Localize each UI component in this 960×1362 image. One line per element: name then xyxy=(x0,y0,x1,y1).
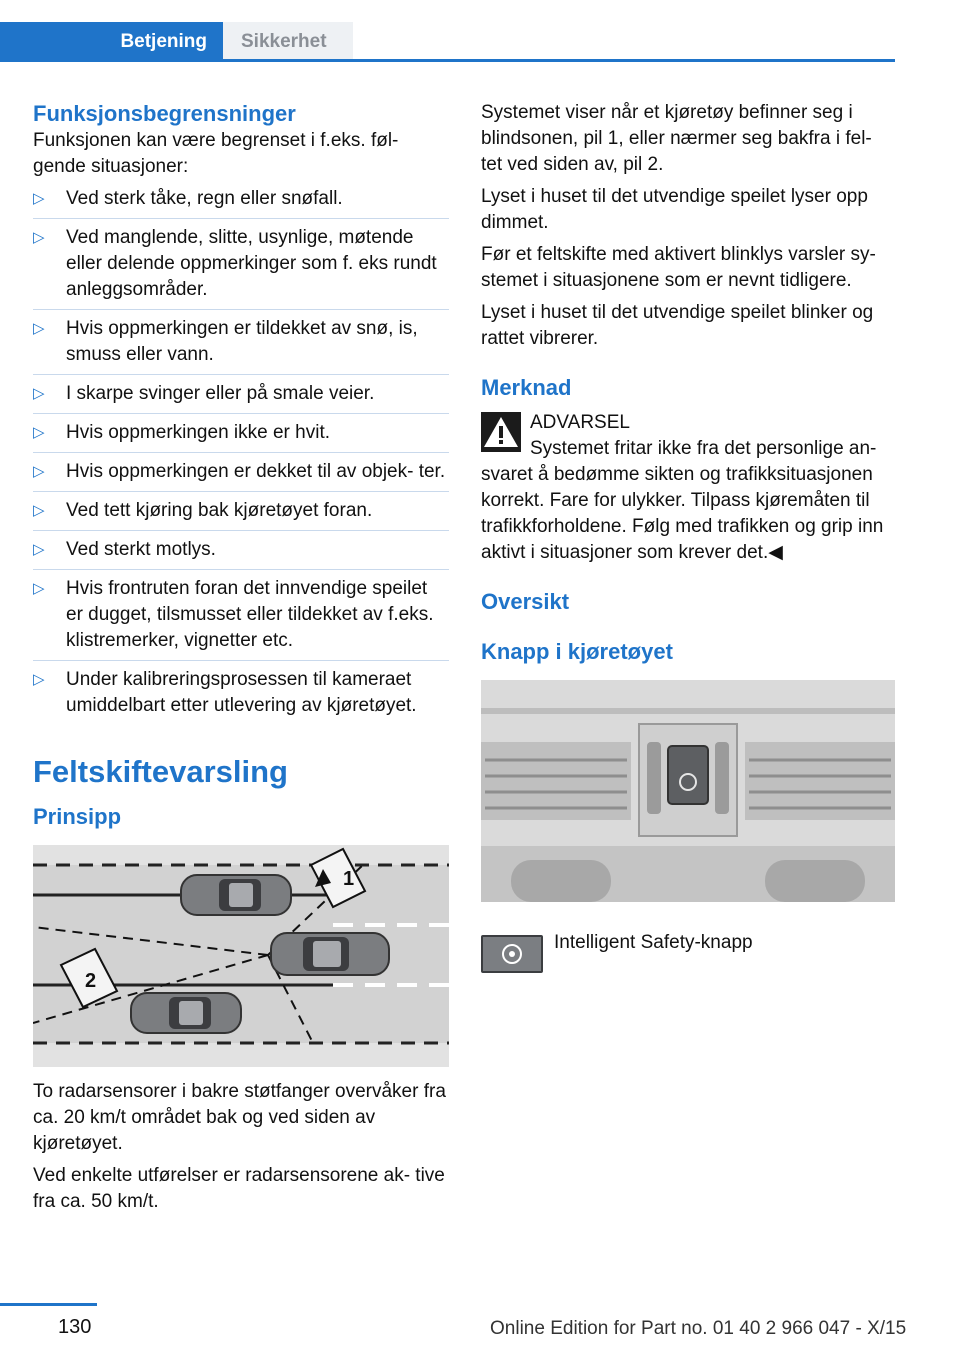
edition-text: Online Edition for Part no. 01 40 2 966 047 - X/15 xyxy=(490,1318,907,1339)
triangle-bullet-icon: ▷ xyxy=(33,229,45,246)
limits-list xyxy=(33,186,449,725)
page-number: 130 xyxy=(58,1316,92,1338)
list-item: ▷ Ved sterkt motlys. xyxy=(33,537,449,570)
list-item: ▷ Ved sterk tåke, regn eller snøfall. xyxy=(33,186,449,219)
tab-sikkerhet[interactable]: Sikkerhet xyxy=(223,22,353,60)
lane-diagram-svg xyxy=(33,845,449,1067)
triangle-bullet-icon: ▷ xyxy=(33,502,45,519)
heading-button-in-vehicle: Knapp i kjøretøyet xyxy=(481,639,673,664)
triangle-bullet-icon: ▷ xyxy=(33,190,45,207)
heading-principle: Prinsipp xyxy=(33,804,122,829)
list-item: ▷ Hvis oppmerkingen er tildekket av snø, is, smuss eller vann. xyxy=(33,316,449,375)
tab-betjening[interactable]: Betjening xyxy=(0,22,223,62)
svg-text:1: 1 xyxy=(343,868,355,890)
button-photo-svg xyxy=(481,680,895,902)
system-paragraph-3: Før et feltskifte med aktivert blinklys varsler sy‐ stemet i situasjonene som er nevnt tidligere. xyxy=(481,244,876,291)
footer-rule xyxy=(0,1303,97,1306)
warning-block xyxy=(481,410,897,460)
radar-paragraph-1: To radarsensorer i bakre støtfanger overvåker fra ca. 20 km/t området bak og ved siden av kjøretøyet. xyxy=(33,1081,446,1154)
list-item: ▷ Hvis frontruten foran det innvendige speilet er dugget, tilsmusset eller tildekket av f.eks. klistremerker, vignetter etc. xyxy=(33,576,449,661)
header-tabbar xyxy=(0,0,895,62)
triangle-bullet-icon: ▷ xyxy=(33,580,45,597)
system-paragraph-4: Lyset i huset til det utvendige speilet blinker og rattet vibrerer. xyxy=(481,302,874,349)
heading-lane-change-warning: Feltskiftevarsling xyxy=(33,754,288,789)
button-photo xyxy=(481,680,895,902)
triangle-bullet-icon: ▷ xyxy=(33,463,45,480)
car-icon xyxy=(181,875,291,915)
lane-diagram xyxy=(33,845,449,1067)
list-item: ▷ Ved tett kjøring bak kjøretøyet foran. xyxy=(33,498,449,531)
warning-triangle-icon xyxy=(481,412,521,452)
warning-title: ADVARSEL xyxy=(530,412,630,433)
list-item: ▷ Hvis oppmerkingen ikke er hvit. xyxy=(33,420,449,453)
radar-paragraph-2: Ved enkelte utførelser er radarsensorene ak‐ tive fra ca. 50 km/t. xyxy=(33,1165,445,1212)
limits-intro: Funksjonen kan være begrenset i f.eks. føl‐ gende situasjoner: xyxy=(33,130,399,177)
triangle-bullet-icon: ▷ xyxy=(33,424,45,441)
heading-overview: Oversikt xyxy=(481,589,570,614)
car-icon xyxy=(131,993,241,1033)
list-item: ▷ Under kalibreringsprosessen til kameraet umiddelbart etter utlevering av kjøretøyet. xyxy=(33,669,417,716)
list-item: ▷ Ved manglende, slitte, usynlige, møtende eller delende oppmerkinger som f. eks rundt anleggsområder. xyxy=(33,225,449,310)
warning-text: Systemet fritar ikke fra det personlige an‐ svaret å bedømme sikten og trafikksituasjonen korrekt. Fare for ulykker. Tilpass kjøremåten til trafikkforholdene. Følg med trafikken og grip inn aktivt i situasjoner som krever det.◀ xyxy=(481,438,884,563)
right-column xyxy=(481,100,897,902)
intelligent-safety-button-icon xyxy=(481,935,543,973)
heading-limits: Funksjonsbegrensninger xyxy=(33,101,296,126)
triangle-bullet-icon: ▷ xyxy=(33,541,45,558)
system-paragraph-2: Lyset i huset til det utvendige speilet lyser opp dimmet. xyxy=(481,186,868,233)
system-paragraph-1: Systemet viser når et kjøretøy befinner seg i blindsonen, pil 1, eller nærmer seg bakfra i fel‐ tet ved siden av, pil 2. xyxy=(481,102,872,175)
header-rule xyxy=(0,59,895,62)
triangle-bullet-icon: ▷ xyxy=(33,671,45,688)
triangle-bullet-icon: ▷ xyxy=(33,320,45,337)
list-item: ▷ Hvis oppmerkingen er dekket til av objek‐ ter. xyxy=(33,459,449,492)
list-item: ▷ I skarpe svinger eller på smale veier. xyxy=(33,381,449,414)
svg-text:2: 2 xyxy=(85,970,97,992)
button-caption: Intelligent Safety-knapp xyxy=(554,932,753,953)
triangle-bullet-icon: ▷ xyxy=(33,385,45,402)
car-icon xyxy=(271,933,389,975)
heading-note: Merknad xyxy=(481,375,572,400)
left-column xyxy=(33,100,449,1215)
